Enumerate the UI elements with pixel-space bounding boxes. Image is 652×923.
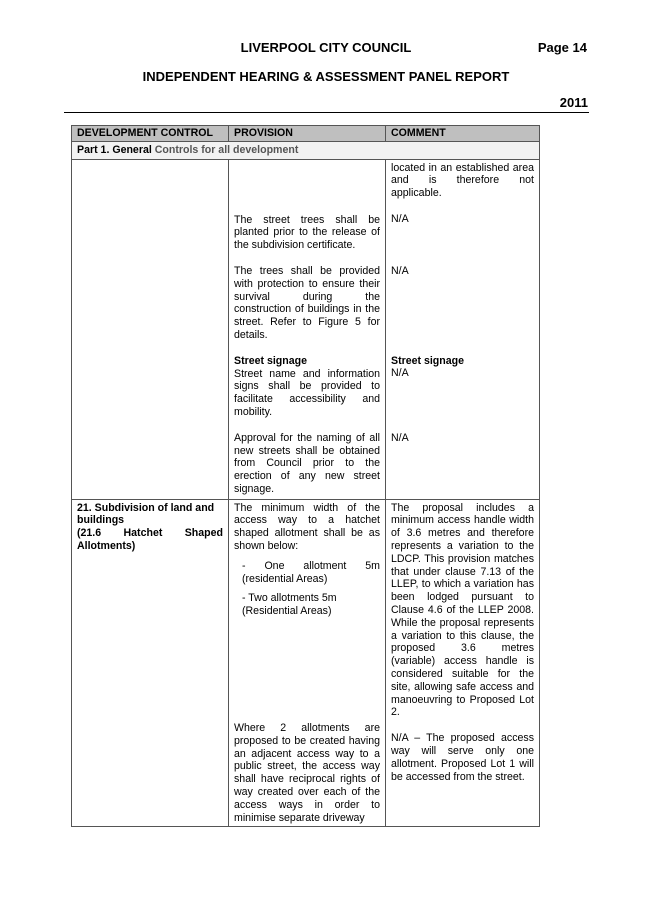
provision-street-trees: The street trees shall be planted prior to the release of the subdivision certificate. [234,213,380,252]
part-label-bold: Part 1. General [77,143,152,156]
provision-cell [229,159,386,499]
comment-access-width: The proposal includes a minimum access handle width of 3.6 metres and therefore represents a variation to the LDCP. This provision matches that under clause 7.13 of the LLEP, to which a variation has been lodged pursuant to Clause 4.6 of the LLEP 2008. While the proposal represents a variation to this clause, the proposed 3.6 metres (variable) access handle is considered suitable for the site, allowing safe access and manoeuvring to Proposed Lot 2. [391,501,534,719]
provision-tree-protection: The trees shall be provided with protection to ensure their survival during the construction of buildings in the street. Refer to Figure 5 for details. [234,264,380,341]
provision-reciprocal-rights: Where 2 allotments are proposed to be created having an adjacent access way to a public street, the access way shall have reciprocal rights of way created over each of the access ways in order to minimise separate driveway [234,721,380,824]
comment-street-signage-heading: Street signage [391,354,465,367]
table-row [72,499,540,827]
provision-street-signage-heading: Street signage [234,354,308,367]
report-title: INDEPENDENT HEARING & ASSESSMENT PANEL REPORT [142,69,510,84]
page-number: Page 14 [537,40,587,55]
comment-tree-protection: N/A [391,264,409,277]
control-title: 21. Subdivision of land and buildings [77,501,215,527]
council-name: LIVERPOOL CITY COUNCIL [240,40,412,55]
comment-cell [386,499,540,827]
provision-street-signage: Street name and information signs shall be provided to facilitate accessibility and mobility. [234,367,380,418]
column-header-development-control: DEVELOPMENT CONTROL [72,126,229,142]
header-rule [64,112,589,113]
control-subtitle: (21.6 Hatchet Shaped Allotments) [77,527,223,552]
provision-street-naming: Approval for the naming of all new streets shall be obtained from Council prior to the erection of any new street signage. [234,431,380,495]
table-row [72,159,540,499]
report-year: 2011 [559,95,588,110]
comment-reciprocal-rights: N/A – The proposed access way will serve only one allotment. Proposed Lot 1 will be accessed from the street. [391,732,534,783]
comment-continuation: located in an established area and is therefore not applicable. [391,161,534,200]
comment-street-trees: N/A [391,212,409,225]
table-header-row [72,126,540,142]
column-header-comment: COMMENT [386,126,540,142]
part-row [72,141,540,159]
provision-item-one-allotment: - One allotment 5m (residential Areas) [242,559,380,585]
provision-item-two-allotments: - Two allotments 5m (Residential Areas) [242,592,337,618]
comment-street-signage: N/A [391,367,409,380]
provision-cell [229,499,386,827]
column-header-provision: PROVISION [229,126,386,142]
part-label-rest: Controls for all development [151,143,299,156]
part-label [72,141,540,159]
control-cell-empty [72,159,229,499]
control-cell-subdivision [72,499,229,827]
controls-table [71,125,540,827]
comment-cell [386,159,540,499]
provision-access-width: The minimum width of the access way to a hatchet shaped allotment shall be as shown below: [234,501,380,552]
comment-street-naming: N/A [391,432,409,445]
